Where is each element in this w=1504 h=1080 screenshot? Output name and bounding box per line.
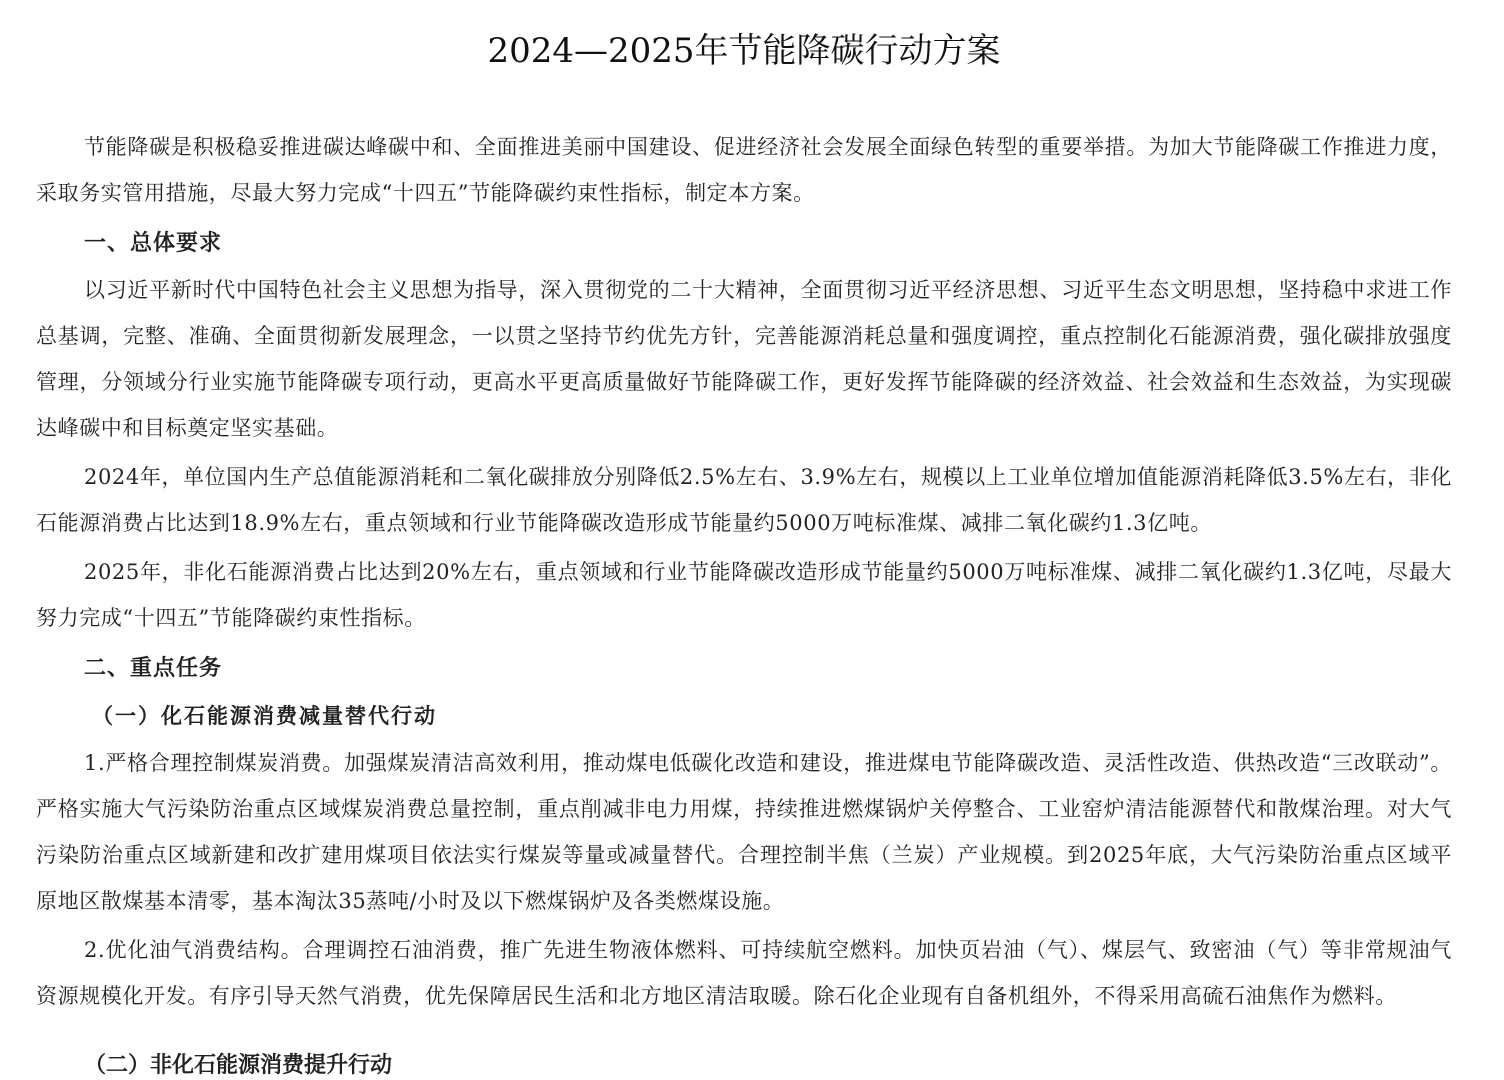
intro-paragraph: 节能降碳是积极稳妥推进碳达峰碳中和、全面推进美丽中国建设、促进经济社会发展全面绿色转型的重要举措。为加大节能降碳工作推进力度，采取务实管用措施，尽最大努力完成“十四五”节能降碳约束性指标，制定本方案。 [36, 135, 1452, 205]
guiding-principles-paragraph: 以习近平新时代中国特色社会主义思想为指导，深入贯彻党的二十大精神，全面贯彻习近平经济思想、习近平生态文明思想，坚持稳中求进工作总基调，完整、准确、全面贯彻新发展理念，一以贯之坚持节约优先方针，完善能源消耗总量和强度调控，重点控制化石能源消费，强化碳排放强度管理，分领域分行业实施节能降碳专项行动，更高水平更高质量做好节能降碳工作，更好发挥节能降碳的经济效益、社会效益和生态效益，为实现碳达峰碳中和目标奠定坚实基础。 [36, 278, 1452, 440]
document-body [36, 124, 1452, 1019]
task-item-oil-gas-structure: 2.优化油气消费结构。合理调控石油消费，推广先进生物液体燃料、可持续航空燃料。加快页岩油（气）、煤层气、致密油（气）等非常规油气资源规模化开发。有序引导天然气消费，优先保障居民生活和北方地区清洁取暖。除石化企业现有自备机组外，不得采用高硫石油焦作为燃料。 [36, 938, 1452, 1008]
subsection-heading-fossil-energy: （一）化石能源消费减量替代行动 [92, 703, 437, 728]
task-item-coal-control: 1.严格合理控制煤炭消费。加强煤炭清洁高效利用，推动煤电低碳化改造和建设，推进煤电节能降碳改造、灵活性改造、供热改造“三改联动”。严格实施大气污染防治重点区域煤炭消费总量控制，重点削减非电力用煤，持续推进燃煤锅炉关停整合、工业窑炉清洁能源替代和散煤治理。对大气污染防治重点区域新建和改扩建用煤项目依法实行煤炭等量或减量替代。合理控制半焦（兰炭）产业规模。到2025年底，大气污染防治重点区域平原地区散煤基本清零，基本淘汰35蒸吨/小时及以下燃煤锅炉及各类燃煤设施。 [36, 751, 1452, 913]
cut-off-next-heading: （二）非化石能源消费提升行动 [84, 1052, 393, 1078]
section-heading-general-requirements: 一、总体要求 [84, 230, 223, 256]
document-page [36, 0, 1452, 1022]
targets-2025-paragraph: 2025年，非化石能源消费占比达到20%左右，重点领域和行业节能降碳改造形成节能量约5000万吨标准煤、减排二氧化碳约1.3亿吨，尽最大努力完成“十四五”节能降碳约束性指标。 [36, 560, 1452, 630]
section-heading-key-tasks: 二、重点任务 [84, 655, 223, 681]
document-title: 2024—2025年节能降碳行动方案 [487, 31, 1001, 71]
targets-2024-paragraph: 2024年，单位国内生产总值能源消耗和二氧化碳排放分别降低2.5%左右、3.9%左右，规模以上工业单位增加值能源消耗降低3.5%左右，非化石能源消费占比达到18.9%左右，重点领域和行业节能降碳改造形成节能量约5000万吨标准煤、减排二氧化碳约1.3亿吨。 [36, 465, 1452, 535]
